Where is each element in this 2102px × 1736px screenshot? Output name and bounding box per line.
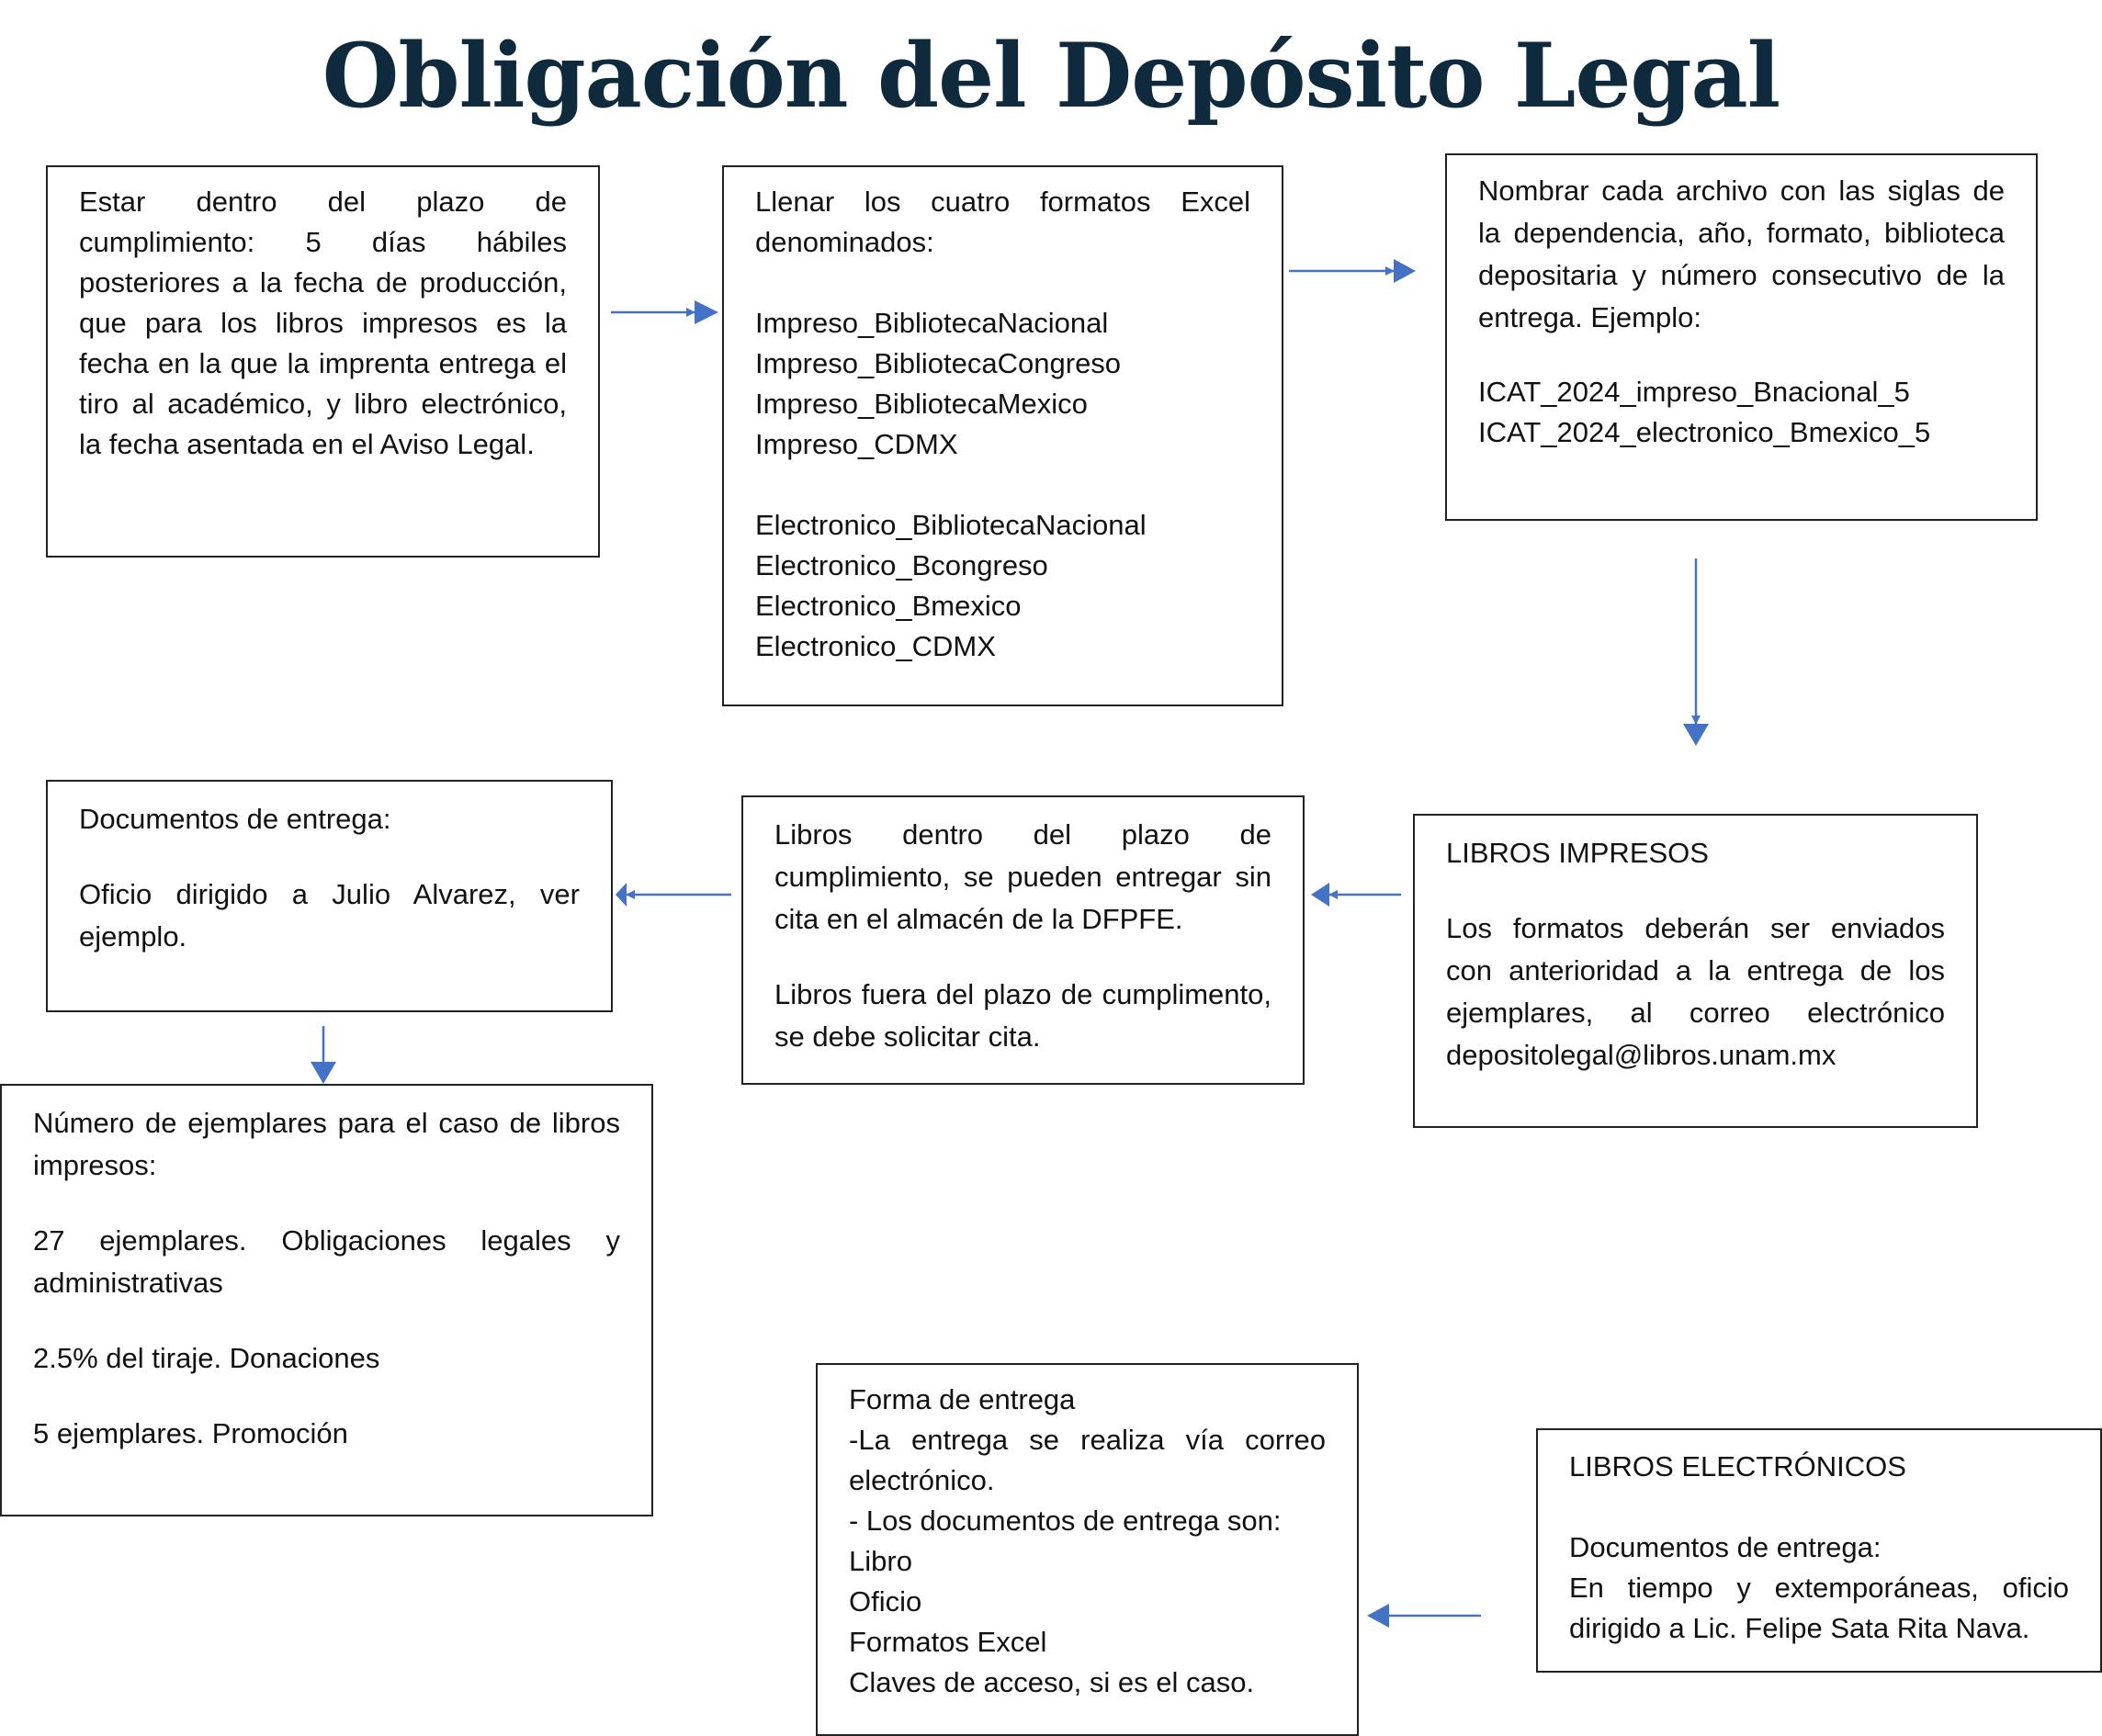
plazo-text: Estar dentro del plazo de cumplimiento: 5 días hábiles posteriores a la fecha de producción, que para los libros impresos es la fecha en la que la imprenta entrega el tiro al académico, y libro electrónico, la fecha asentada en el Aviso Legal.	[79, 186, 567, 460]
electronicos-heading: LIBROS ELECTRÓNICOS	[1569, 1450, 1906, 1482]
ejemplares-item: 27 ejemplares. Obligaciones legales y administrativas	[33, 1224, 620, 1299]
impresos-heading: LIBROS IMPRESOS	[1446, 837, 1709, 869]
formato-item: Impreso_BibliotecaNacional	[755, 307, 1109, 339]
formatos-intro: Llenar los cuatro formatos Excel denominados:	[755, 186, 1250, 258]
formato-item: Electronico_CDMX	[755, 630, 996, 662]
forma-item: Claves de acceso, si es el caso.	[849, 1666, 1255, 1698]
formato-item: Electronico_Bmexico	[755, 590, 1022, 622]
ejemplares-heading: Número de ejemplares para el caso de libros impresos:	[33, 1107, 620, 1181]
forma-line2: - Los documentos de entrega son:	[849, 1505, 1282, 1537]
ejemplares-item: 2.5% del tiraje. Donaciones	[33, 1342, 380, 1374]
entrega-dentro: Libros dentro del plazo de cumplimiento, se pueden entregar sin cita en el almacén de la DFPFE.	[774, 818, 1271, 935]
forma-line1: -La entrega se realiza vía correo electrónico.	[849, 1424, 1326, 1496]
formato-item: Impreso_CDMX	[755, 428, 958, 460]
nombrar-ejemplo: ICAT_2024_impreso_Bnacional_5	[1478, 376, 1910, 408]
nombrar-ejemplo: ICAT_2024_electronico_Bmexico_5	[1478, 416, 1931, 448]
arrowhead	[616, 883, 627, 907]
forma-heading: Forma de entrega	[849, 1383, 1076, 1415]
nombrar-intro: Nombrar cada archivo con las siglas de la dependencia, año, formato, biblioteca depositaria y número consecutivo de la entrega. Ejemplo:	[1478, 175, 2005, 333]
impresos-text: Los formatos deberán ser enviados con anterioridad a la entrega de los ejemplares, al correo electrónico depositolegal@libros.unam.mx	[1446, 912, 1945, 1071]
arrowhead	[311, 1062, 336, 1084]
documentos-heading: Documentos de entrega:	[79, 803, 391, 835]
arrowhead	[1367, 1604, 1389, 1628]
ejemplares-item: 5 ejemplares. Promoción	[33, 1417, 348, 1449]
electronicos-text: En tiempo y extemporáneas, oficio dirigido a Lic. Felipe Sata Rita Nava.	[1569, 1572, 2069, 1644]
entrega-fuera: Libros fuera del plazo de cumplimento, se debe solicitar cita.	[774, 978, 1271, 1053]
forma-item: Oficio	[849, 1585, 922, 1618]
formato-item: Electronico_BibliotecaNacional	[755, 509, 1147, 541]
formato-item: Impreso_BibliotecaMexico	[755, 388, 1088, 420]
formato-item: Electronico_Bcongreso	[755, 549, 1048, 581]
page-title: Obligación del Depósito Legal	[322, 24, 1780, 128]
arrowhead	[1683, 724, 1709, 746]
documentos-text: Oficio dirigido a Julio Alvarez, ver ejemplo.	[79, 878, 580, 953]
arrowhead	[695, 300, 718, 324]
arrowhead	[1311, 883, 1329, 907]
electronicos-sub: Documentos de entrega:	[1569, 1531, 1882, 1563]
forma-item: Formatos Excel	[849, 1626, 1047, 1658]
arrowhead	[1394, 259, 1416, 283]
formato-item: Impreso_BibliotecaCongreso	[755, 347, 1122, 379]
forma-item: Libro	[849, 1545, 912, 1577]
